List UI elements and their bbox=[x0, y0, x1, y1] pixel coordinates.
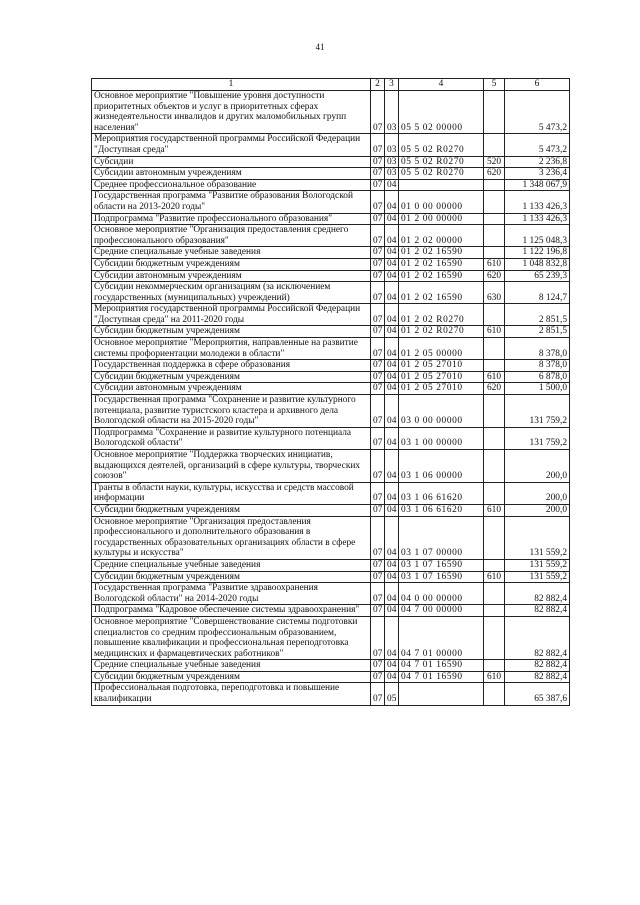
row-name-cell: Субсидии bbox=[92, 156, 371, 168]
row-expense-type-cell bbox=[484, 605, 505, 617]
table-row bbox=[92, 258, 570, 270]
row-expense-type-cell bbox=[484, 482, 505, 504]
row-target-article-cell: 03 1 06 00000 bbox=[399, 450, 484, 483]
table-row bbox=[92, 660, 570, 672]
row-name-cell: Основное мероприятие "Мероприятия, направленные на развитие системы профориентации молодежи в области" bbox=[92, 338, 371, 360]
row-amount-cell: 82 882,4 bbox=[505, 660, 570, 672]
row-expense-type-cell bbox=[484, 304, 505, 326]
row-target-article-cell: 03 1 00 00000 bbox=[399, 427, 484, 449]
table-row bbox=[92, 571, 570, 583]
row-amount-cell: 3 236,4 bbox=[505, 168, 570, 180]
row-expense-type-cell bbox=[484, 616, 505, 659]
row-target-article-cell: 03 1 07 16590 bbox=[399, 571, 484, 583]
row-subsection-cell: 04 bbox=[385, 326, 399, 338]
row-expense-type-cell bbox=[484, 427, 505, 449]
row-target-article-cell: 05 5 02 R0270 bbox=[399, 156, 484, 168]
header-cell-vr: 5 bbox=[484, 79, 505, 91]
row-expense-type-cell: 520 bbox=[484, 156, 505, 168]
row-target-article-cell: 03 0 00 00000 bbox=[399, 395, 484, 428]
table-row bbox=[92, 383, 570, 395]
row-section-cell: 07 bbox=[371, 304, 385, 326]
table-row bbox=[92, 134, 570, 156]
row-section-cell: 07 bbox=[371, 134, 385, 156]
row-target-article-cell: 01 2 00 00000 bbox=[399, 213, 484, 225]
row-expense-type-cell: 620 bbox=[484, 270, 505, 282]
row-subsection-cell: 03 bbox=[385, 91, 399, 134]
row-expense-type-cell: 620 bbox=[484, 168, 505, 180]
row-expense-type-cell bbox=[484, 225, 505, 247]
row-name-cell: Субсидии автономным учреждениям bbox=[92, 270, 371, 282]
row-name-cell: Субсидии бюджетным учреждениям bbox=[92, 571, 371, 583]
row-amount-cell: 1 348 067,9 bbox=[505, 179, 570, 191]
table-row bbox=[92, 427, 570, 449]
row-name-cell: Мероприятия государственной программы Российской Федерации "Доступная среда" bbox=[92, 134, 371, 156]
row-section-cell: 07 bbox=[371, 213, 385, 225]
row-subsection-cell: 03 bbox=[385, 134, 399, 156]
table-row bbox=[92, 395, 570, 428]
row-expense-type-cell bbox=[484, 213, 505, 225]
row-target-article-cell: 05 5 02 R0270 bbox=[399, 168, 484, 180]
row-expense-type-cell bbox=[484, 247, 505, 259]
table-row bbox=[92, 304, 570, 326]
table-row bbox=[92, 683, 570, 705]
row-expense-type-cell: 630 bbox=[484, 282, 505, 304]
row-subsection-cell: 04 bbox=[385, 395, 399, 428]
row-subsection-cell: 04 bbox=[385, 583, 399, 605]
row-name-cell: Средние специальные учебные заведения bbox=[92, 247, 371, 259]
row-subsection-cell: 04 bbox=[385, 304, 399, 326]
row-amount-cell: 82 882,4 bbox=[505, 616, 570, 659]
row-section-cell: 07 bbox=[371, 282, 385, 304]
row-name-cell: Среднее профессиональное образование bbox=[92, 179, 371, 191]
row-amount-cell: 65 239,3 bbox=[505, 270, 570, 282]
table-row bbox=[92, 605, 570, 617]
row-target-article-cell: 01 2 02 16590 bbox=[399, 282, 484, 304]
row-target-article-cell: 03 1 06 61620 bbox=[399, 504, 484, 516]
table-row bbox=[92, 247, 570, 259]
row-section-cell: 07 bbox=[371, 225, 385, 247]
row-section-cell: 07 bbox=[371, 156, 385, 168]
row-section-cell: 07 bbox=[371, 683, 385, 705]
row-amount-cell: 5 473,2 bbox=[505, 134, 570, 156]
row-target-article-cell: 01 2 02 16590 bbox=[399, 270, 484, 282]
row-name-cell: Субсидии автономным учреждениям bbox=[92, 383, 371, 395]
table-row bbox=[92, 282, 570, 304]
row-section-cell: 07 bbox=[371, 616, 385, 659]
row-subsection-cell: 04 bbox=[385, 516, 399, 559]
row-amount-cell: 131 759,2 bbox=[505, 427, 570, 449]
row-amount-cell: 2 236,8 bbox=[505, 156, 570, 168]
row-expense-type-cell: 610 bbox=[484, 371, 505, 383]
table-row bbox=[92, 168, 570, 180]
row-amount-cell: 1 125 048,3 bbox=[505, 225, 570, 247]
row-target-article-cell: 01 2 02 R0270 bbox=[399, 304, 484, 326]
row-target-article-cell: 01 2 02 R0270 bbox=[399, 326, 484, 338]
row-target-article-cell: 05 5 02 00000 bbox=[399, 91, 484, 134]
row-amount-cell: 82 882,4 bbox=[505, 671, 570, 683]
row-expense-type-cell bbox=[484, 683, 505, 705]
row-section-cell: 07 bbox=[371, 559, 385, 571]
row-subsection-cell: 04 bbox=[385, 504, 399, 516]
row-subsection-cell: 04 bbox=[385, 571, 399, 583]
table-row bbox=[92, 213, 570, 225]
row-name-cell: Подпрограмма "Кадровое обеспечение системы здравоохранения" bbox=[92, 605, 371, 617]
row-section-cell: 07 bbox=[371, 168, 385, 180]
table-row bbox=[92, 482, 570, 504]
row-subsection-cell: 04 bbox=[385, 660, 399, 672]
row-section-cell: 07 bbox=[371, 371, 385, 383]
row-subsection-cell: 04 bbox=[385, 427, 399, 449]
row-name-cell: Подпрограмма "Развитие профессионального образования" bbox=[92, 213, 371, 225]
table-row bbox=[92, 583, 570, 605]
row-name-cell: Государственная программа "Сохранение и развитие культурного потенциала, развитие туристского кластера и архивного дела Вологодской области на 2015-2020 годы" bbox=[92, 395, 371, 428]
row-target-article-cell: 04 0 00 00000 bbox=[399, 583, 484, 605]
row-expense-type-cell bbox=[484, 516, 505, 559]
table-row bbox=[92, 516, 570, 559]
row-name-cell: Основное мероприятие "Совершенствование системы подготовки специалистов со средним профессиональным образованием, повышение квалификации и профессиональная переподготовка медицинских и фармацевтических работников" bbox=[92, 616, 371, 659]
table-row bbox=[92, 179, 570, 191]
row-name-cell: Субсидии бюджетным учреждениям bbox=[92, 671, 371, 683]
row-section-cell: 07 bbox=[371, 326, 385, 338]
row-expense-type-cell: 610 bbox=[484, 326, 505, 338]
row-amount-cell: 2 851,5 bbox=[505, 326, 570, 338]
row-subsection-cell: 04 bbox=[385, 616, 399, 659]
row-subsection-cell: 05 bbox=[385, 683, 399, 705]
row-expense-type-cell bbox=[484, 450, 505, 483]
row-expense-type-cell: 610 bbox=[484, 571, 505, 583]
row-name-cell: Субсидии бюджетным учреждениям bbox=[92, 258, 371, 270]
row-section-cell: 07 bbox=[371, 383, 385, 395]
row-section-cell: 07 bbox=[371, 450, 385, 483]
row-subsection-cell: 04 bbox=[385, 270, 399, 282]
row-subsection-cell: 03 bbox=[385, 156, 399, 168]
row-amount-cell: 200,0 bbox=[505, 450, 570, 483]
row-section-cell: 07 bbox=[371, 338, 385, 360]
row-name-cell: Основное мероприятие "Организация предоставления среднего профессионального образования" bbox=[92, 225, 371, 247]
table-row bbox=[92, 338, 570, 360]
row-amount-cell: 1 122 196,8 bbox=[505, 247, 570, 259]
row-amount-cell: 1 133 426,3 bbox=[505, 191, 570, 213]
row-target-article-cell: 04 7 00 00000 bbox=[399, 605, 484, 617]
page-number: 41 bbox=[315, 42, 325, 52]
row-section-cell: 07 bbox=[371, 191, 385, 213]
row-section-cell: 07 bbox=[371, 605, 385, 617]
row-name-cell: Подпрограмма "Сохранение и развитие культурного потенциала Вологодской области" bbox=[92, 427, 371, 449]
row-name-cell: Субсидии некоммерческим организациям (за исключением государственных (муниципальных) учреждений) bbox=[92, 282, 371, 304]
row-name-cell: Профессиональная подготовка, переподготовка и повышение квалификации bbox=[92, 683, 371, 705]
row-name-cell: Субсидии бюджетным учреждениям bbox=[92, 371, 371, 383]
row-name-cell: Средние специальные учебные заведения bbox=[92, 660, 371, 672]
row-section-cell: 07 bbox=[371, 270, 385, 282]
row-subsection-cell: 04 bbox=[385, 247, 399, 259]
row-expense-type-cell bbox=[484, 583, 505, 605]
row-amount-cell: 82 882,4 bbox=[505, 583, 570, 605]
header-cell-name: 1 bbox=[92, 79, 371, 91]
header-cell-sum: 6 bbox=[505, 79, 570, 91]
row-name-cell: Государственная программа "Развитие образования Вологодской области на 2013-2020 годы" bbox=[92, 191, 371, 213]
row-section-cell: 07 bbox=[371, 482, 385, 504]
row-subsection-cell: 04 bbox=[385, 605, 399, 617]
row-subsection-cell: 04 bbox=[385, 338, 399, 360]
budget-table bbox=[91, 78, 570, 706]
table-row bbox=[92, 156, 570, 168]
row-expense-type-cell bbox=[484, 660, 505, 672]
row-target-article-cell: 01 2 02 16590 bbox=[399, 258, 484, 270]
table-row bbox=[92, 270, 570, 282]
row-subsection-cell: 04 bbox=[385, 213, 399, 225]
row-subsection-cell: 04 bbox=[385, 360, 399, 372]
row-expense-type-cell bbox=[484, 134, 505, 156]
table-body bbox=[92, 91, 570, 706]
row-amount-cell: 65 387,6 bbox=[505, 683, 570, 705]
row-amount-cell: 8 124,7 bbox=[505, 282, 570, 304]
row-expense-type-cell bbox=[484, 191, 505, 213]
row-name-cell: Средние специальные учебные заведения bbox=[92, 559, 371, 571]
row-section-cell: 07 bbox=[371, 360, 385, 372]
row-section-cell: 07 bbox=[371, 395, 385, 428]
row-amount-cell: 8 378,0 bbox=[505, 360, 570, 372]
row-section-cell: 07 bbox=[371, 91, 385, 134]
row-amount-cell: 1 133 426,3 bbox=[505, 213, 570, 225]
header-row bbox=[92, 79, 570, 91]
row-name-cell: Основное мероприятие "Поддержка творческих инициатив, выдающихся деятелей, организаций в сфере культуры, творческих союзов" bbox=[92, 450, 371, 483]
row-target-article-cell bbox=[399, 683, 484, 705]
row-target-article-cell: 01 2 05 00000 bbox=[399, 338, 484, 360]
table-row bbox=[92, 616, 570, 659]
row-amount-cell: 2 851,5 bbox=[505, 304, 570, 326]
row-expense-type-cell bbox=[484, 91, 505, 134]
row-section-cell: 07 bbox=[371, 516, 385, 559]
row-section-cell: 07 bbox=[371, 671, 385, 683]
row-subsection-cell: 04 bbox=[385, 191, 399, 213]
row-amount-cell: 131 559,2 bbox=[505, 559, 570, 571]
row-amount-cell: 200,0 bbox=[505, 504, 570, 516]
row-target-article-cell: 03 1 07 16590 bbox=[399, 559, 484, 571]
row-section-cell: 07 bbox=[371, 660, 385, 672]
row-amount-cell: 200,0 bbox=[505, 482, 570, 504]
row-subsection-cell: 04 bbox=[385, 258, 399, 270]
row-section-cell: 07 bbox=[371, 504, 385, 516]
row-name-cell: Государственная программа "Развитие здравоохранения Вологодской области" на 2014-2020 годы bbox=[92, 583, 371, 605]
row-target-article-cell: 05 5 02 R0270 bbox=[399, 134, 484, 156]
row-section-cell: 07 bbox=[371, 427, 385, 449]
row-amount-cell: 8 378,0 bbox=[505, 338, 570, 360]
row-section-cell: 07 bbox=[371, 583, 385, 605]
table-row bbox=[92, 371, 570, 383]
row-target-article-cell: 01 2 05 27010 bbox=[399, 383, 484, 395]
row-expense-type-cell bbox=[484, 338, 505, 360]
row-subsection-cell: 04 bbox=[385, 559, 399, 571]
row-target-article-cell: 03 1 07 00000 bbox=[399, 516, 484, 559]
row-subsection-cell: 04 bbox=[385, 371, 399, 383]
row-target-article-cell: 04 7 01 00000 bbox=[399, 616, 484, 659]
row-expense-type-cell bbox=[484, 559, 505, 571]
row-subsection-cell: 04 bbox=[385, 671, 399, 683]
table-row bbox=[92, 504, 570, 516]
row-target-article-cell: 01 2 02 00000 bbox=[399, 225, 484, 247]
row-amount-cell: 82 882,4 bbox=[505, 605, 570, 617]
row-expense-type-cell: 610 bbox=[484, 504, 505, 516]
row-target-article-cell: 03 1 06 61620 bbox=[399, 482, 484, 504]
row-section-cell: 07 bbox=[371, 258, 385, 270]
row-name-cell: Основное мероприятие "Повышение уровня доступности приоритетных объектов и услуг в приоритетных сферах жизнедеятельности инвалидов и других маломобильных групп населения" bbox=[92, 91, 371, 134]
row-subsection-cell: 04 bbox=[385, 450, 399, 483]
row-expense-type-cell bbox=[484, 179, 505, 191]
row-amount-cell: 1 048 832,8 bbox=[505, 258, 570, 270]
row-name-cell: Субсидии автономным учреждениям bbox=[92, 168, 371, 180]
row-subsection-cell: 04 bbox=[385, 179, 399, 191]
row-amount-cell: 6 878,0 bbox=[505, 371, 570, 383]
row-expense-type-cell bbox=[484, 360, 505, 372]
row-name-cell: Мероприятия государственной программы Российской Федерации "Доступная среда" на 2011-2020 годы bbox=[92, 304, 371, 326]
table-row bbox=[92, 91, 570, 134]
row-name-cell: Основное мероприятие "Организация предоставления профессионального и дополнительного образования в государственных образовательных организациях области в сфере культуры и искусства" bbox=[92, 516, 371, 559]
row-section-cell: 07 bbox=[371, 571, 385, 583]
row-expense-type-cell bbox=[484, 395, 505, 428]
row-amount-cell: 131 759,2 bbox=[505, 395, 570, 428]
row-section-cell: 07 bbox=[371, 247, 385, 259]
header-cell-pr: 3 bbox=[385, 79, 399, 91]
row-name-cell: Гранты в области науки, культуры, искусства и средств массовой информации bbox=[92, 482, 371, 504]
row-amount-cell: 1 500,0 bbox=[505, 383, 570, 395]
row-target-article-cell: 01 0 00 00000 bbox=[399, 191, 484, 213]
row-expense-type-cell: 610 bbox=[484, 258, 505, 270]
row-amount-cell: 131 559,2 bbox=[505, 516, 570, 559]
row-subsection-cell: 04 bbox=[385, 482, 399, 504]
row-expense-type-cell: 620 bbox=[484, 383, 505, 395]
row-subsection-cell: 03 bbox=[385, 168, 399, 180]
header-cell-csr: 4 bbox=[399, 79, 484, 91]
header-cell-rz: 2 bbox=[371, 79, 385, 91]
row-target-article-cell: 04 7 01 16590 bbox=[399, 660, 484, 672]
table-row bbox=[92, 671, 570, 683]
table-row bbox=[92, 191, 570, 213]
table-row bbox=[92, 450, 570, 483]
row-expense-type-cell: 610 bbox=[484, 671, 505, 683]
row-subsection-cell: 04 bbox=[385, 383, 399, 395]
row-subsection-cell: 04 bbox=[385, 282, 399, 304]
row-name-cell: Субсидии бюджетным учреждениям bbox=[92, 504, 371, 516]
row-amount-cell: 5 473,2 bbox=[505, 91, 570, 134]
row-amount-cell: 131 559,2 bbox=[505, 571, 570, 583]
row-target-article-cell: 01 2 05 27010 bbox=[399, 360, 484, 372]
row-name-cell: Государственная поддержка в сфере образования bbox=[92, 360, 371, 372]
row-target-article-cell bbox=[399, 179, 484, 191]
table-row bbox=[92, 326, 570, 338]
table-row bbox=[92, 360, 570, 372]
row-name-cell: Субсидии бюджетным учреждениям bbox=[92, 326, 371, 338]
row-target-article-cell: 01 2 02 16590 bbox=[399, 247, 484, 259]
row-target-article-cell: 04 7 01 16590 bbox=[399, 671, 484, 683]
row-subsection-cell: 04 bbox=[385, 225, 399, 247]
table-row bbox=[92, 559, 570, 571]
table-row bbox=[92, 225, 570, 247]
row-target-article-cell: 01 2 05 27010 bbox=[399, 371, 484, 383]
row-section-cell: 07 bbox=[371, 179, 385, 191]
